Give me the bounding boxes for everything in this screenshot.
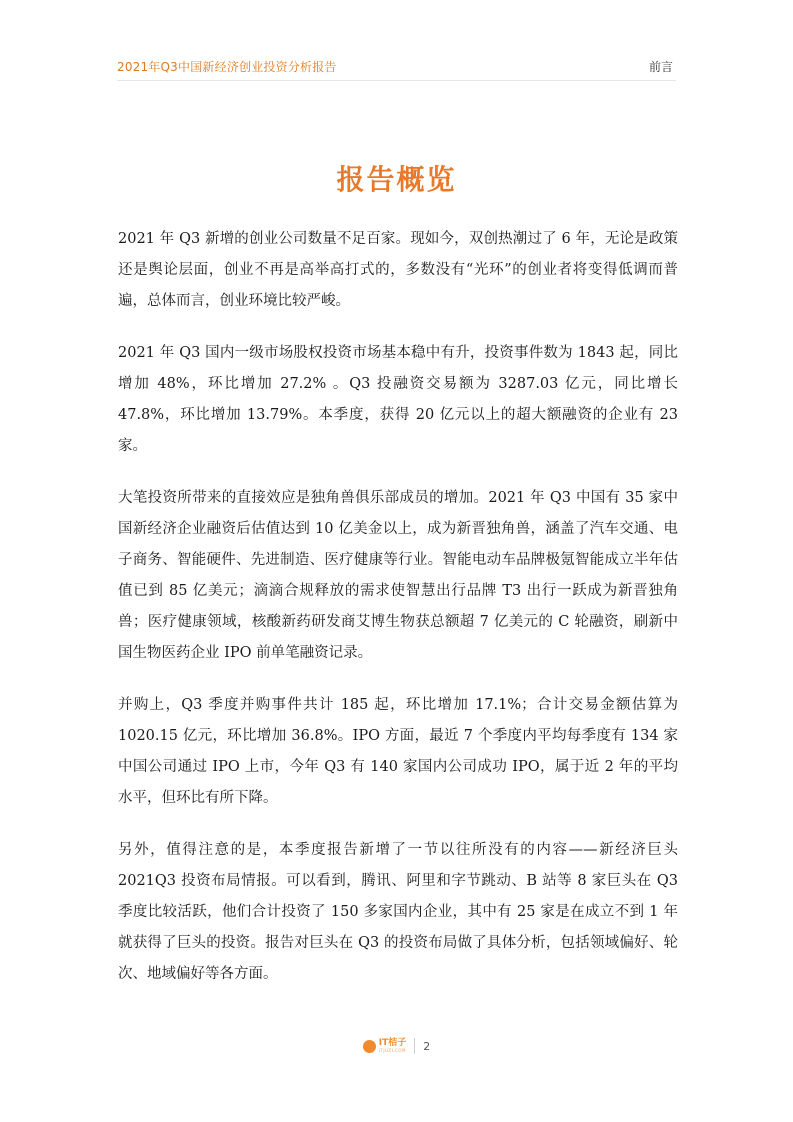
logo-name: IT桔子 [378, 1038, 407, 1048]
paragraph-mergers-ipo: 并购上，Q3 季度并购事件共计 185 起，环比增加 17.1%；合计交易金额估算为 1020.15 亿元，环比增加 36.8%。IPO 方面，最近 7 个季度内平均每季度有 134 家中国公司通过 IPO 上市，今年 Q3 有 140 家国内公司成功 IPO，属于近 2 年的平均水平，但环比有所下降。 [118, 697, 678, 806]
report-body [118, 224, 678, 1011]
header-divider [117, 80, 676, 81]
paragraph-startups: 2021 年 Q3 新增的创业公司数量不足百家。现如今，双创热潮过了 6 年，无论是政策还是舆论层面，创业不再是高举高打式的，多数没有“光环”的创业者将变得低调而普遍，总体而言，创业环境比较严峻。 [118, 231, 678, 309]
page-title: 报告概览 [336, 163, 457, 196]
itjuzi-logo [363, 1039, 407, 1053]
report-header-title: 2021年Q3中国新经济创业投资分析报告 [117, 60, 337, 74]
page-number: 2 [423, 1039, 431, 1053]
page-footer [0, 1038, 793, 1054]
paragraph-giants: 另外，值得注意的是，本季度报告新增了一节以往所没有的内容——新经济巨头 2021Q3 投资布局情报。可以看到，腾讯、阿里和字节跳动、B 站等 8 家巨头在 Q3 季度比较活跃，他们合计投资了 150 多家国内企业，其中有 25 家是在成立不到 1 年就获得了巨头的投资。报告对巨头在 Q3 的投资布局做了具体分析，包括领域偏好、轮次、地域偏好等各方面。 [118, 842, 678, 982]
paragraph-unicorns: 大笔投资所带来的直接效应是独角兽俱乐部成员的增加。2021 年 Q3 中国有 35 家中国新经济企业融资后估值达到 10 亿美金以上，成为新晋独角兽，涵盖了汽车交通、电子商务、智能硬件、先进制造、医疗健康等行业。智能电动车品牌极氪智能成立半年估值已到 85 亿美元；滴滴合规释放的需求使智慧出行品牌 T3 出行一跃成为新晋独角兽；医疗健康领域，核酸新药研发商艾博生物获总额超 7 亿美元的 C 轮融资，刷新中国生物医药企业 IPO 前单笔融资记录。 [118, 490, 678, 661]
paragraph-investment: 2021 年 Q3 国内一级市场股权投资市场基本稳中有升，投资事件数为 1843 起，同比增加 48%，环比增加 27.2% 。Q3 投融资交易额为 3287.03 亿元，同比增长 47.8%，环比增加 13.79%。本季度，获得 20 亿元以上的超大额融资的企业有 23 家。 [118, 345, 678, 454]
section-label: 前言 [648, 60, 673, 74]
orange-logo-icon [363, 1040, 376, 1053]
logo-subtext: ITJUZI.COM [378, 1048, 406, 1053]
footer-divider [414, 1038, 415, 1054]
